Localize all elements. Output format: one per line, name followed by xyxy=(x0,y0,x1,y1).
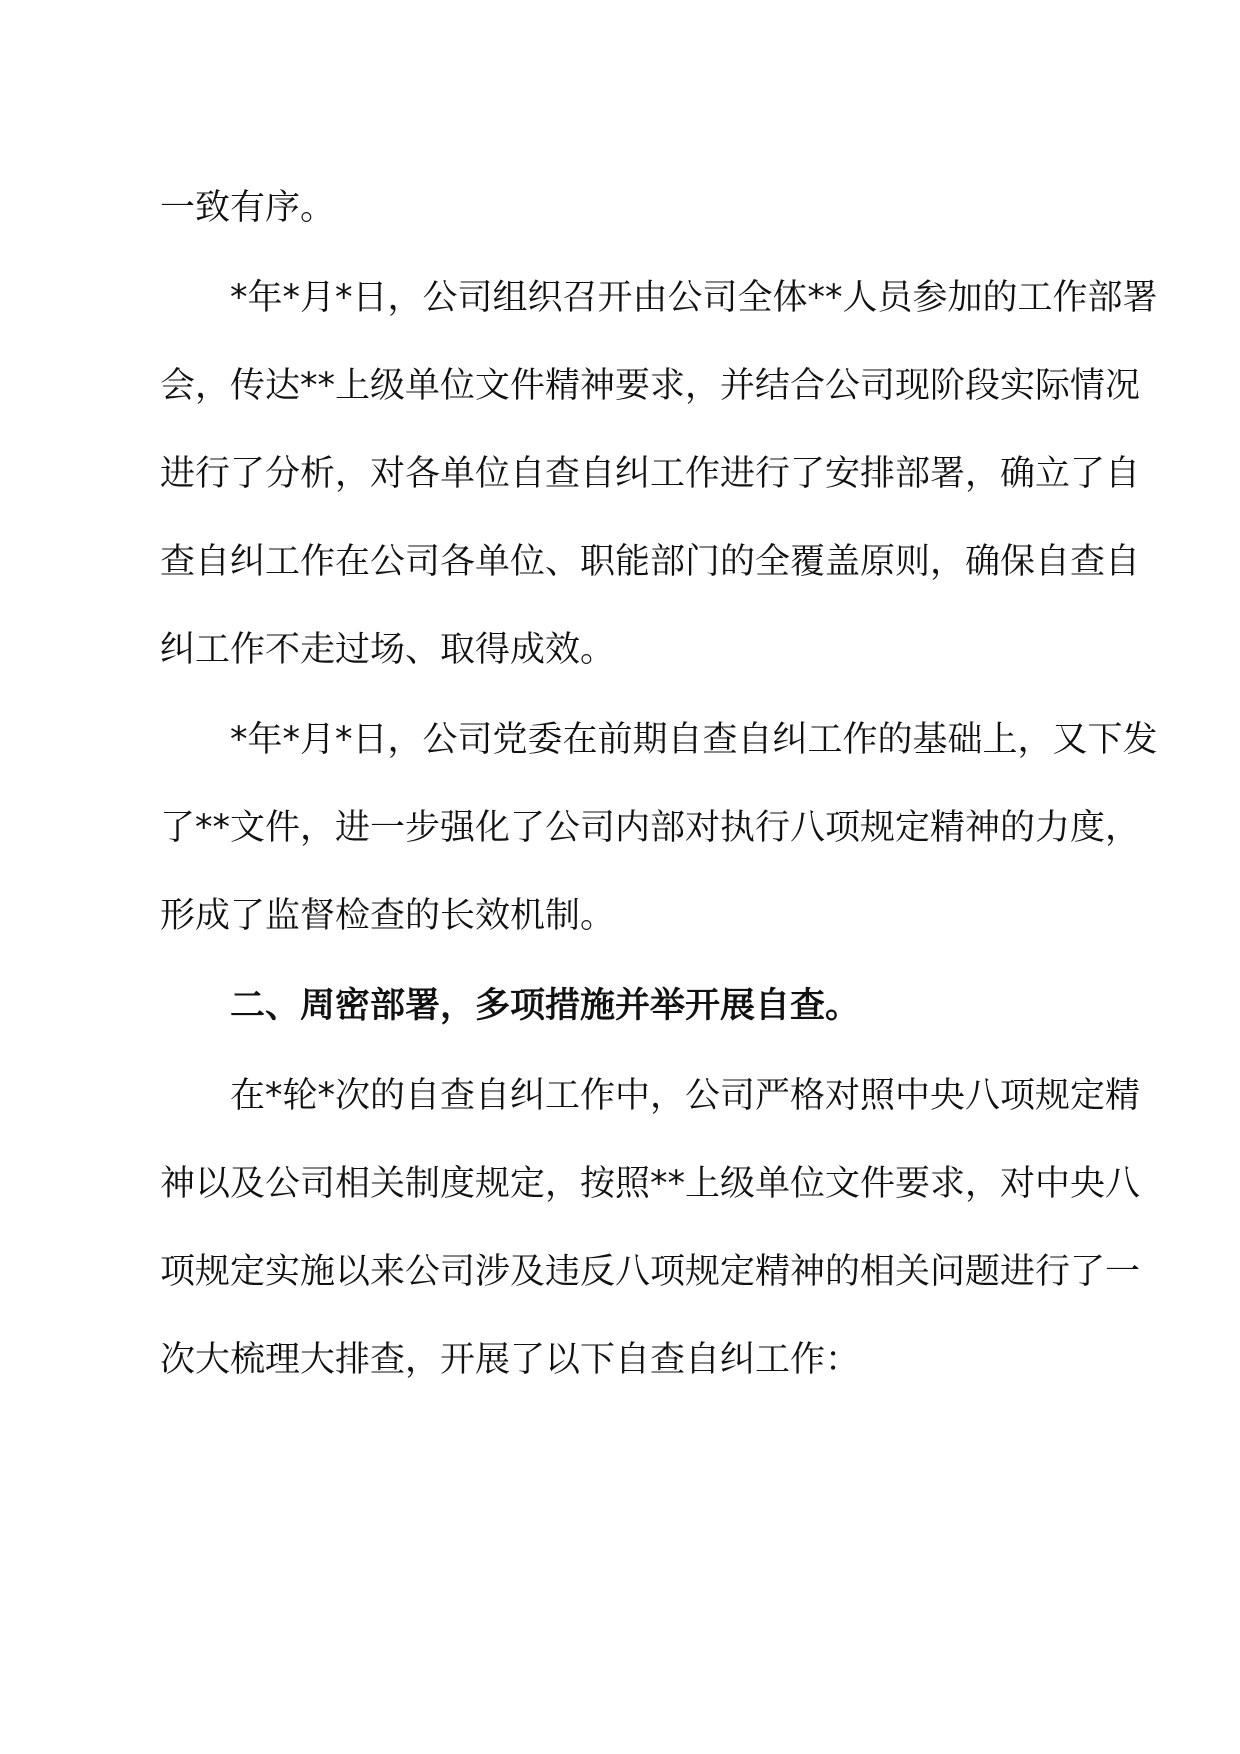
paragraph-line: *年*月*日，公司组织召开由公司全体**人员参加的工作部署 xyxy=(230,278,1158,318)
paragraph-line: 次大梳理大排查，开展了以下自查自纠工作： xyxy=(160,1340,861,1380)
paragraph-line: 了**文件，进一步强化了公司内部对执行八项规定精神的力度， xyxy=(160,808,1141,848)
paragraph-line: 纠工作不走过场、取得成效。 xyxy=(160,630,616,670)
section-heading: 二、周密部署，多项措施并举开展自查。 xyxy=(230,986,861,1026)
paragraph-line: 神以及公司相关制度规定，按照**上级单位文件要求，对中央八 xyxy=(160,1164,1141,1204)
paragraph-line: 项规定实施以来公司涉及违反八项规定精神的相关问题进行了一 xyxy=(160,1252,1141,1292)
paragraph-line: *年*月*日，公司党委在前期自查自纠工作的基础上，又下发 xyxy=(230,720,1158,760)
paragraph-line: 在*轮*次的自查自纠工作中，公司严格对照中央八项规定精 xyxy=(230,1076,1141,1116)
paragraph-line: 会，传达**上级单位文件精神要求，并结合公司现阶段实际情况 xyxy=(160,366,1141,406)
paragraph-line: 查自纠工作在公司各单位、职能部门的全覆盖原则，确保自查自 xyxy=(160,542,1141,582)
paragraph-line: 形成了监督检查的长效机制。 xyxy=(160,896,616,936)
paragraph-line: 一致有序。 xyxy=(160,188,336,228)
paragraph-line: 进行了分析，对各单位自查自纠工作进行了安排部署，确立了自 xyxy=(160,454,1141,494)
